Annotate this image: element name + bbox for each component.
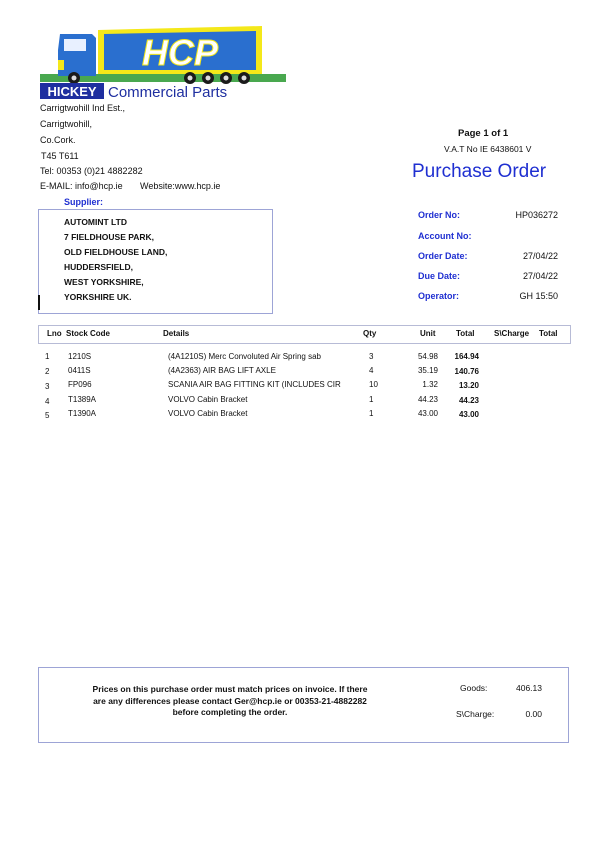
row-stock-code: 1210S: [68, 352, 92, 361]
row-qty: 3: [369, 352, 374, 361]
address-website: Website:www.hcp.ie: [140, 181, 221, 191]
supplier-address-line: 7 FIELDHOUSE PARK,: [64, 232, 155, 242]
row-stock-code: T1389A: [68, 395, 97, 404]
goods-label: Goods:: [460, 683, 488, 693]
row-qty: 10: [369, 380, 378, 389]
page-number: Page 1 of 1: [458, 128, 509, 139]
row-qty: 1: [369, 395, 374, 404]
address-line-1: Carrigtwohill Ind Est.,: [40, 103, 126, 113]
address-email: E-MAIL: info@hcp.ie: [40, 181, 123, 191]
row-details: VOLVO Cabin Bracket: [168, 409, 248, 418]
order-date-value: 27/04/22: [522, 251, 558, 261]
row-qty: 1: [369, 409, 374, 418]
row-qty: 4: [369, 366, 374, 375]
row-total: 44.23: [458, 396, 479, 405]
due-date-value: 27/04/22: [522, 271, 558, 281]
order-date-label: Order Date:: [418, 251, 468, 261]
table-header-frame: [38, 325, 571, 344]
row-unit: 44.23: [417, 395, 438, 404]
order-no-label: Order No:: [418, 210, 461, 220]
supplier-label: Supplier:: [64, 197, 104, 207]
row-stock-code: 0411S: [68, 366, 91, 375]
price-notice: Prices on this purchase order must match prices on invoice. If there are any differences please contact Ger@hcp.ie or 00353-21-4882282 before completing the order.: [92, 684, 368, 717]
col-header-scharge: S\Charge: [494, 329, 530, 338]
margin-mark: [38, 295, 40, 310]
row-total: 164.94: [454, 352, 479, 361]
vat-number: V.A.T No IE 6438601 V: [444, 144, 532, 154]
operator-label: Operator:: [418, 291, 460, 301]
col-header-stock-code: Stock Code: [66, 329, 111, 338]
supplier-address-line: OLD FIELDHOUSE LAND,: [64, 247, 168, 257]
row-total: 140.76: [454, 367, 479, 376]
address-line-3: Co.Cork.: [40, 135, 76, 145]
operator-value: GH 15:50: [519, 291, 558, 301]
scharge-label: S\Charge:: [456, 709, 495, 719]
company-logo: [40, 24, 286, 100]
col-header-total: Total: [456, 329, 475, 338]
col-header-details: Details: [163, 329, 190, 338]
scharge-value: 0.00: [525, 709, 542, 719]
address-eircode: T45 T611: [41, 151, 79, 161]
row-unit: 43.00: [417, 409, 438, 418]
address-phone: Tel: 00353 (0)21 4882282: [40, 166, 143, 176]
row-unit: 1.32: [422, 380, 438, 389]
supplier-name: AUTOMINT LTD: [64, 217, 127, 227]
account-no-label: Account No:: [418, 231, 472, 241]
order-no-value: HP036272: [515, 210, 558, 220]
logo-hickey: HICKEY: [47, 84, 97, 99]
row-unit: 54.98: [417, 352, 438, 361]
row-details: (4A2363) AIR BAG LIFT AXLE: [168, 366, 276, 375]
col-header-lno: Lno: [47, 329, 62, 338]
row-lno: 4: [45, 397, 50, 406]
row-total: 13.20: [458, 381, 479, 390]
row-unit: 35.19: [417, 366, 438, 375]
row-lno: 5: [45, 411, 50, 420]
col-header-unit: Unit: [420, 329, 436, 338]
row-lno: 2: [45, 367, 50, 376]
row-stock-code: T1390A: [68, 409, 97, 418]
row-total: 43.00: [458, 410, 479, 419]
supplier-address-line: HUDDERSFIELD,: [64, 262, 133, 272]
col-header-qty: Qty: [363, 329, 377, 338]
row-stock-code: FP096: [68, 380, 92, 389]
due-date-label: Due Date:: [418, 271, 461, 281]
truck-logo-graphic: [40, 24, 286, 100]
row-details: (4A1210S) Merc Convoluted Air Spring sab: [168, 352, 321, 361]
logo-commercial-parts: Commercial Parts: [108, 84, 228, 100]
row-lno: 3: [45, 382, 50, 391]
supplier-address-line: YORKSHIRE UK.: [64, 292, 132, 302]
supplier-address-line: WEST YORKSHIRE,: [64, 277, 144, 287]
row-details: VOLVO Cabin Bracket: [168, 395, 248, 404]
logo-letters: HCP: [141, 32, 219, 73]
address-line-2: Carrigtwohill,: [40, 119, 93, 129]
row-lno: 1: [45, 352, 50, 361]
document-title: Purchase Order: [412, 161, 547, 182]
col-header-total-2: Total: [539, 329, 558, 338]
row-details: SCANIA AIR BAG FITTING KIT (INCLUDES CIR: [168, 380, 341, 389]
goods-value: 406.13: [516, 683, 542, 693]
